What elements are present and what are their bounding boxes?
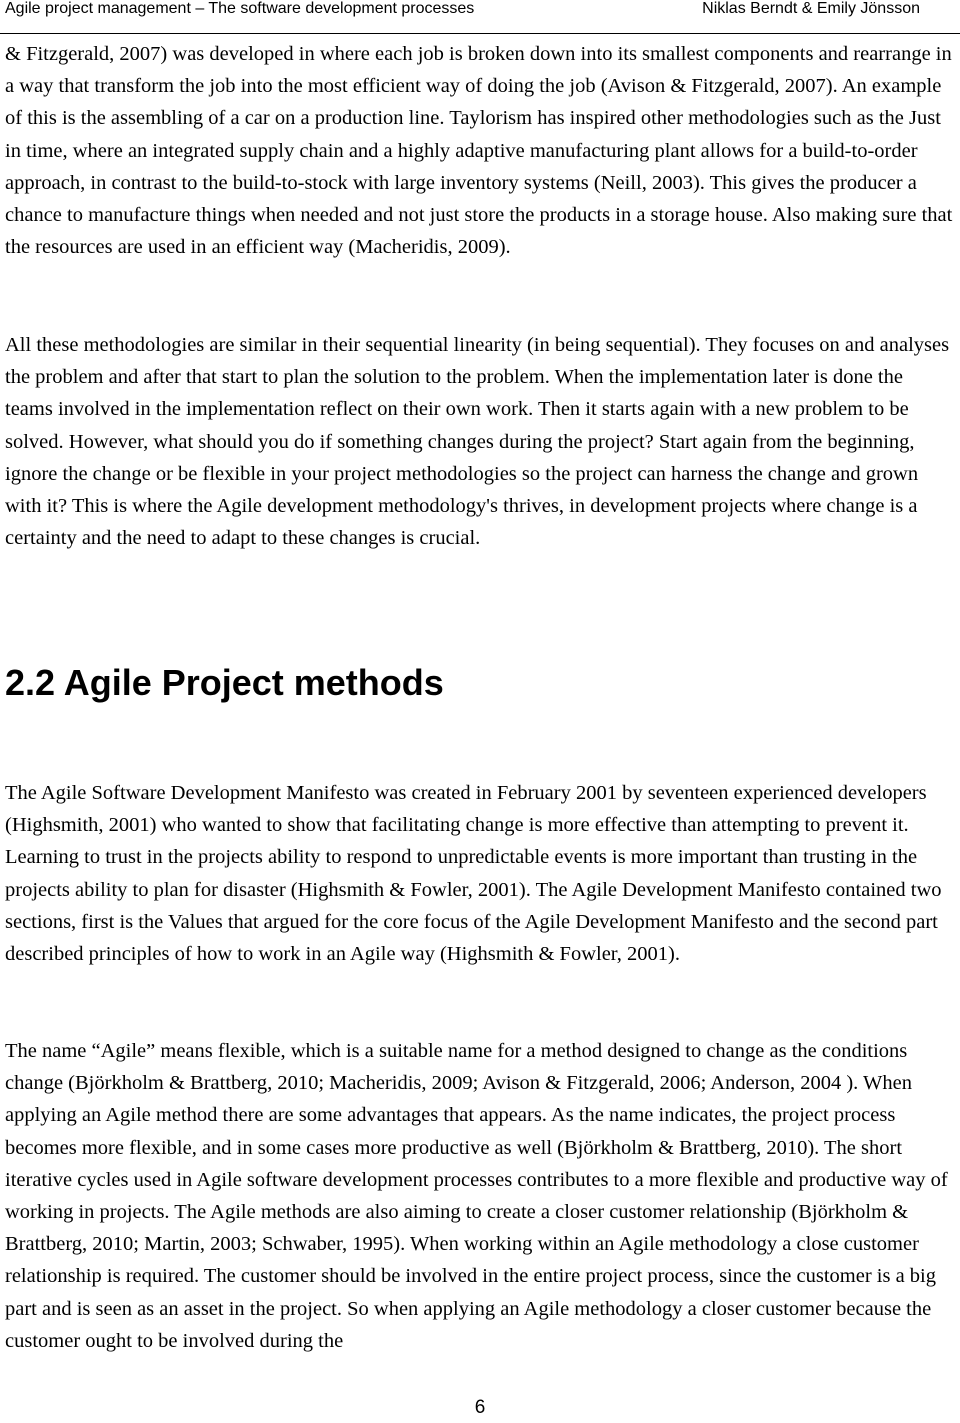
paragraph-agile-name: The name “Agile” means flexible, which is a suitable name for a method designed to change as the conditions change (Björkholm & Brattberg, 2010; Macheridis, 2009; Avison & Fitzgerald, 2006; Anderson, 2004 ). When applying an Agile method there are some advantages that appears. As the name indicates, the project process becomes more flexible, and in some cases more productive as well (Björkholm & Brattberg, 2010). The short iterative cycles used in Agile software development processes contributes to a more flexible and productive way of working in projects. The Agile methods are also aiming to create a closer customer relationship (Björkholm & Brattberg, 2010; Martin, 2003; Schwaber, 1995). When working within an Agile methodology a close customer relationship is required. The customer should be involved in the entire project process, since the customer is a big part and is seen as an asset in the project. So when applying an Agile methodology a closer customer because the customer ought to be involved during the <box>5 1040 948 1352</box>
page-header <box>0 0 960 34</box>
paragraph-agile-manifesto: The Agile Software Development Manifesto was created in February 2001 by seventeen experienced developers (Highsmith, 2001) who wanted to show that facilitating change is more effective than attempting to prevent it. Learning to trust in the projects ability to respond to unpredictable events is more important than trusting in the projects ability to plan for disaster (Highsmith & Fowler, 2001). The Agile Development Manifesto contained two sections, first is the Values that argued for the core focus of the Agile Development Manifesto and the second part described principles of how to work in an Agile way (Highsmith & Fowler, 2001). <box>5 782 942 966</box>
page-number: 6 <box>474 1397 486 1418</box>
paragraph-sequential-methods: All these methodologies are similar in their sequential linearity (in being sequential). They focuses on and analyses the problem and after that start to plan the solution to the problem. When the implementation later is done the teams involved in the implementation reflect on their own work. Then it starts again with a new problem to be solved. However, what should you do if something changes during the project? Start again from the beginning, ignore the change or be flexible in your project methodologies so the project can harness the change and grown with it? This is where the Agile development methodology's thrives, in development projects where change is a certainty and the need to adapt to these changes is crucial. <box>5 334 950 550</box>
section-heading: 2.2 Agile Project methods <box>5 662 444 703</box>
paragraph-taylorism: & Fitzgerald, 2007) was developed in where each job is broken down into its smallest components and rearrange in a way that transform the job into the most efficient way of doing the job (Avison & Fitzgerald, 2007). An example of this is the assembling of a car on a production line. Taylorism has inspired other methodologies such as the Just in time, where an integrated supply chain and a highly adaptive manufacturing plant allows for a build-to-order approach, in contrast to the build-to-stock with large inventory systems (Neill, 2003). This gives the producer a chance to manufacture things when needed and not just store the products in a storage house. Also making sure that the resources are used in an efficient way (Macheridis, 2009). <box>5 43 953 259</box>
header-title: Agile project management – The software development processes <box>5 0 475 17</box>
header-authors: Niklas Berndt & Emily Jönsson <box>702 0 920 17</box>
